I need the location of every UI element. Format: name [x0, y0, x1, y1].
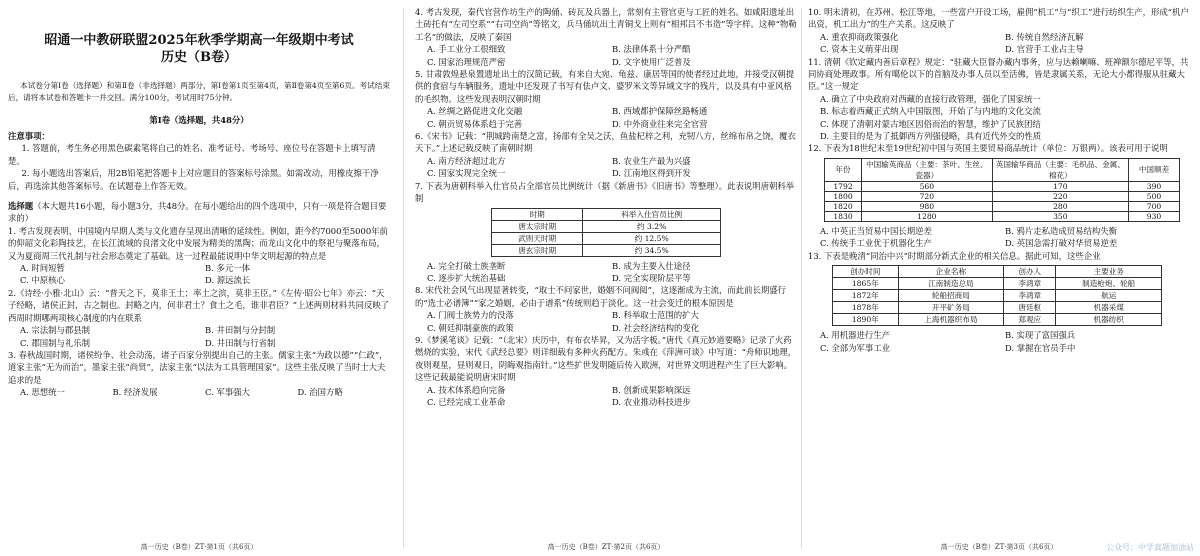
option: A. 宗法制与郡县制: [20, 325, 90, 336]
option: A. 完全打破士族垄断: [427, 260, 506, 271]
question-3: 3. 春秋战国时期，诸侯纷争、社会动荡，诸子百家分别提出自己的主张。儒家主张“为政以德”“仁政”，道家主张“无为而治”，墨家主张“尚贤”，法家主张“以法为工具管理国家”。这些主张反映了当时士大夫追求的是: [8, 349, 388, 385]
option: A. 时间短暂: [20, 263, 65, 274]
table-cell: 开平矿务局: [898, 302, 1004, 314]
table-cell: 1800: [825, 191, 862, 201]
option: B. 多元一体: [205, 263, 250, 274]
option: B. 科举取士范围的扩大: [612, 310, 699, 321]
option: B. 传统自然经济瓦解: [1005, 31, 1084, 42]
table-cell: 航运: [1056, 290, 1162, 302]
question-4: 4. 考古发现，秦代官营作坊生产的陶俑、砖瓦及兵器上，常刻有主管官吏与工匠的姓名。如咸阳遗址出土砖托有“左司空系”“右司空尚”等铭文，兵马俑坑出土青铜戈上则有“相邦吕不韦造”等字样。这种“物勒工名”的做法，反映了秦国: [415, 7, 797, 42]
question-12-table: [824, 158, 1180, 222]
table-header-cell: 创办时间: [833, 266, 899, 278]
table-cell: 1865年: [833, 278, 899, 290]
option: A. 用机器进行生产: [820, 330, 890, 341]
question-7-table: [491, 208, 721, 257]
table-cell: 280: [992, 201, 1128, 211]
exam-page-2: [415, 0, 797, 556]
table-header-cell: 年份: [825, 158, 862, 181]
page-footer: 高一历史（B卷）ZT·第1页（共6页）: [140, 543, 258, 551]
question-11-options: [808, 93, 1190, 143]
page-divider: [403, 8, 404, 548]
option: A. 门阀士族势力的没落: [427, 310, 514, 321]
table-cell: 机器采煤: [1056, 302, 1162, 314]
table-row: [833, 302, 1162, 314]
question-8-options: [415, 309, 797, 334]
section-heading: 第Ⅰ卷（选择题，共48分）: [149, 115, 249, 125]
table-header-cell: 英国输华商品（主要：毛织品、金属、棉花）: [992, 158, 1128, 181]
option: C. 郡国制与礼乐制: [20, 337, 91, 348]
question-13: 13. 下表是晚清“同治中兴”时期部分新式企业的相关信息。据此可知，这些企业: [808, 250, 1101, 261]
question-4-options: [415, 43, 797, 68]
table-cell: 220: [992, 191, 1128, 201]
option: D. 社会经济结构的变化: [612, 322, 700, 333]
option: B. 井田制与分封制: [205, 325, 276, 336]
question-2: 2.《诗经·小雅·北山》云：“普天之下，莫非王土；率土之滨，莫非王臣。”《左传·昭公七年》亦云：“天子经略，诸侯正封，古之制也。封略之内，何非君土？食土之毛，谁非君臣？”上述两则材料共同反映了西周时期哪两项核心制度的内在联系: [8, 287, 390, 323]
table-cell: 轮船招商局: [898, 290, 1004, 302]
table-header-cell: 科举入仕官员比例: [583, 208, 721, 220]
option: B. 实现了富国强兵: [1005, 330, 1076, 341]
question-6-options: [415, 155, 797, 180]
option: B. 成为主要入仕途径: [612, 260, 691, 271]
option: B. 法律体系十分严酷: [612, 44, 691, 55]
exam-title: 昭通一中教研联盟2025年秋季学期高一年级期中考试: [44, 33, 354, 48]
table-cell: 390: [1129, 181, 1180, 191]
table-header-cell: 中国输英商品（主要：茶叶、生丝、瓷器）: [862, 158, 993, 181]
option: D. 完全实现阶层平等: [612, 272, 691, 283]
table-row: [492, 220, 721, 232]
question-3-options: [8, 386, 390, 398]
option: C. 国家实现完全统一: [427, 168, 506, 179]
table-cell: 1872年: [833, 290, 899, 302]
option: C. 体现了清朝对蒙古地区因俗而治的智慧，维护了民族团结: [820, 118, 1041, 129]
option: C. 军事强大: [205, 387, 250, 398]
option: C. 中原核心: [20, 275, 65, 286]
choice-instructions: [8, 200, 390, 225]
question-9-options: [415, 384, 797, 409]
table-cell: 1280: [862, 211, 993, 221]
question-12: 12. 下表为18世纪末至19世纪初中国与英国主要贸易商品统计（单位：万银两）。该表可用于说明: [808, 143, 1168, 154]
table-cell: 350: [992, 211, 1128, 221]
choice-intro: （本大题共16小题，每小题3分，共48分。在每小题给出的四个选项中，只有一项是符合题目要求的）: [8, 201, 387, 224]
table-cell: 1820: [825, 201, 862, 211]
option: D. 主要目的是为了抵御西方列强侵略，具有近代外交的性质: [820, 131, 1042, 142]
table-cell: 1890年: [833, 314, 899, 326]
option: B. 标志着西藏正式纳入中国版图，开始了与内地的文化交流: [820, 106, 1041, 117]
table-cell: 700: [1129, 201, 1180, 211]
table-cell: 1830: [825, 211, 862, 221]
table-row: [833, 314, 1162, 326]
option: B. 创新成果影响深远: [612, 384, 691, 395]
table-cell: 李鸿章: [1004, 278, 1056, 290]
table-cell: 980: [862, 201, 993, 211]
option: D. 江南地区得到开发: [612, 168, 691, 179]
exam-subtitle: 历史（B卷）: [161, 50, 237, 65]
table-cell: 930: [1129, 211, 1180, 221]
option: B. 鸦片走私造成贸易结构失衡: [1005, 225, 1117, 236]
exam-page-3: [808, 0, 1190, 556]
option: D. 文字使用广泛普及: [612, 56, 691, 67]
table-header-cell: 主要业务: [1056, 266, 1162, 278]
option: A. 中英正当贸易中国长期逆差: [820, 225, 932, 236]
option: A. 南方经济超过北方: [427, 155, 506, 166]
question-11: 11. 清朝《钦定藏内善后章程》规定：“驻藏大臣督办藏内事务，应与达赖喇嘛、班禅额尔德尼平等，共同协商处理政事。所有噶伦以下的首脑及办事人员以至活佛，皆是隶属关系，无论大小都得服从驻藏大臣。”这一规定: [808, 56, 1189, 92]
question-13-table: [832, 265, 1162, 326]
choice-heading: 选择题: [8, 201, 34, 212]
attention-heading: 注意事项：: [8, 131, 50, 141]
option: D. 掌握在官员手中: [1005, 342, 1076, 353]
question-7: 7. 下表为唐朝科举入仕官员占全部官员比例统计（据《新唐书》《旧唐书》等整理）。此表说明唐朝科举制: [415, 180, 795, 204]
table-cell: 1878年: [833, 302, 899, 314]
question-1-options: [8, 262, 390, 287]
attention-item-1: 1. 答题前，考生务必用黑色碳素笔将自己的姓名、准考证号、考场号、座位号在答题卡上填写清楚。: [8, 143, 376, 166]
table-cell: 制造枪炮、轮船: [1056, 278, 1162, 290]
table-cell: 约 3.2%: [583, 220, 721, 232]
table-header-cell: 时期: [492, 208, 583, 220]
option: A. 手工业分工很细致: [427, 44, 506, 55]
table-row: [825, 211, 1180, 221]
table-row: [492, 244, 721, 256]
option: A. 丝绸之路促进文化交融: [427, 106, 523, 117]
question-8: 8. 宋代社会风气出现显著转变，“取士不问家世，婚姻不问阀阅”，这逐渐成为主流，而此前长期盛行的“选士必谱簿”“家之婚姻，必由于谱系”传统则趋于淡化。这一社会变迁的根本原因是: [415, 285, 786, 308]
table-cell: 机器纺织: [1056, 314, 1162, 326]
option: A. 技术体系趋向完备: [427, 384, 506, 395]
option: D. 治国方略: [297, 387, 343, 398]
option: D. 井田制与行省制: [205, 337, 276, 348]
table-row: [825, 191, 1180, 201]
question-6: 6.《宋书》记载：“荆城跨南楚之富，扬部有全吴之沃，鱼盐杞梓之利，充牣八方，丝绵布帛之饶，覆衣天下。”上述记载反映了南朝时期: [415, 131, 796, 154]
exam-page-1: [8, 0, 390, 556]
option: C. 传统手工业优于机器化生产: [820, 238, 932, 249]
option: D. 英国急需打破对华贸易逆差: [1005, 238, 1118, 249]
question-12-options: [808, 225, 1190, 250]
option: B. 农业生产最为兴盛: [612, 155, 691, 166]
question-1: 1. 考古发现表明，中国境内早期人类与文化遗存呈现出清晰的延续性。例如，距今约7000至5000年前的仰韶文化彩陶技艺，在长江流域的良渚文化中发展为精美的黑陶；而龙山文化中的祭祀与聚落布局，又为夏商周三代礼制与社会形态奠定了基础。这一过程最能说明中华文明起源的特点是: [8, 225, 388, 261]
exam-notice: 本试卷分第Ⅰ卷（选择题）和第Ⅱ卷（非选择题）两部分，第Ⅰ卷第1页至第4页，第Ⅱ卷第4页至第6页。考试结束后，请将本试卷和答题卡一并交回。满分100分，考试用时75分钟。: [8, 81, 390, 102]
table-header-cell: 企业名称: [898, 266, 1004, 278]
question-10: 10. 明末清初，在苏州、松江等地，一些富户开设工场，雇佣“机工”与“织工”进行纺织生产，形成“机户出资，机工出力”的生产关系。这反映了: [808, 7, 1189, 30]
option: C. 朝贡贸易体系趋于完善: [427, 118, 523, 129]
table-row: [825, 181, 1180, 191]
table-cell: 李鸿章: [1004, 290, 1056, 302]
option: C. 国家治理规范严密: [427, 56, 506, 67]
option: C. 已经完成工业革命: [427, 396, 506, 407]
option: D. 农业推动科技进步: [612, 396, 691, 407]
question-2-options: [8, 324, 390, 349]
table-cell: 约 12.5%: [583, 232, 721, 244]
table-cell: 江南制造总局: [898, 278, 1004, 290]
question-5: 5. 甘肃敦煌悬泉置遗址出土的汉简记载，有来自大宛、龟兹、康居等国的使者经过此地，并接受汉朝提供的食宿与车辆服务。遗址中还发现了书写有佉卢文、婆罗米文等异域文字的残片，以及具有中亚风格的毛织物。这些发现表明汉朝时期: [415, 69, 795, 104]
watermark: 公众号：中学真题加油站: [1106, 543, 1194, 552]
table-row: [833, 278, 1162, 290]
option: C. 资本主义萌芽出现: [820, 44, 899, 55]
option: C. 逐步扩大统治基础: [427, 272, 506, 283]
option: A. 确立了中央政府对西藏的直接行政管理，强化了国家统一: [820, 93, 1041, 104]
question-9: 9.《梦溪笔谈》记载：“（北宋）庆历中，有布衣毕昇，又为活字板。”唐代《真元妙道要略》记录了火药燃烧的实验，宋代《武经总要》则详细载有多种火药配方。朱彧在《萍洲可谈》中写道：“舟师识地理，夜则观星，昼则观日，阴晦观指南针。”这些扩世发明随后传入欧洲，对世界文明进程产生了巨大影响。这些记载最能说明唐宋时期: [415, 334, 797, 383]
question-5-options: [415, 105, 797, 130]
table-row: [833, 290, 1162, 302]
question-13-options: [808, 329, 1190, 354]
option: B. 西域都护保障丝路畅通: [612, 106, 708, 117]
table-cell: 唐廷枢: [1004, 302, 1056, 314]
table-header-cell: 创办人: [1004, 266, 1056, 278]
option: B. 经济发展: [112, 387, 158, 398]
page-footer: 高一历史（B卷）ZT·第3页（共6页）: [940, 543, 1058, 551]
table-cell: 唐玄宗时期: [492, 244, 583, 256]
option: D. 源远流长: [205, 275, 251, 286]
table-cell: 500: [1129, 191, 1180, 201]
table-cell: 唐太宗时期: [492, 220, 583, 232]
table-cell: 约 34.5%: [583, 244, 721, 256]
option: C. 全部为军事工业: [820, 342, 891, 353]
question-10-options: [808, 31, 1190, 56]
table-header-cell: 中国顺差: [1129, 158, 1180, 181]
table-cell: 郑观应: [1004, 314, 1056, 326]
option: D. 官营手工业占主导: [1005, 44, 1084, 55]
option: A. 重农抑商政策强化: [820, 31, 899, 42]
table-cell: 武则天时期: [492, 232, 583, 244]
table-cell: 720: [862, 191, 993, 201]
option: A. 思想统一: [20, 387, 65, 398]
table-cell: 170: [992, 181, 1128, 191]
question-7-options: [415, 260, 797, 285]
option: D. 中外商业往来完全官营: [612, 118, 708, 129]
table-row: [825, 201, 1180, 211]
table-cell: 上海机器织布局: [898, 314, 1004, 326]
table-header-row: [825, 158, 1180, 181]
table-cell: 560: [862, 181, 993, 191]
table-header-row: [492, 208, 721, 220]
page-footer: 高一历史（B卷）ZT·第2页（共6页）: [547, 543, 665, 551]
table-header-row: [833, 266, 1162, 278]
table-row: [492, 232, 721, 244]
attention-item-2: 2. 每小题选出答案后，用2B铅笔把答题卡上对应题目的答案标号涂黑。如需改动，用橡皮擦干净后，再选涂其他答案标号。在试题卷上作答无效。: [8, 168, 379, 191]
table-cell: 1792: [825, 181, 862, 191]
option: C. 朝廷抑制豪族的政策: [427, 322, 514, 333]
page-divider: [801, 8, 802, 548]
